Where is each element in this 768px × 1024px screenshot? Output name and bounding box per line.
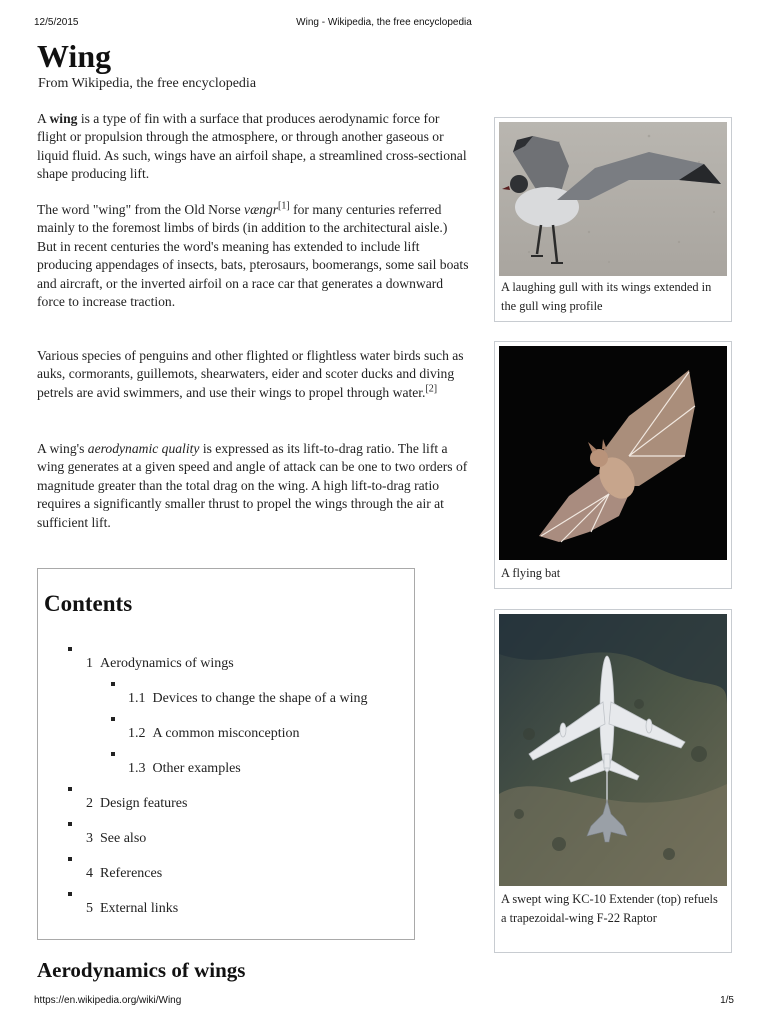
toc-item-1-1[interactable]: 1.1 Devices to change the shape of a wing: [128, 691, 368, 706]
bullet-icon: [111, 717, 115, 721]
print-url: https://en.wikipedia.org/wiki/Wing: [34, 995, 182, 1006]
p4-lead: A wing's: [37, 441, 88, 456]
bullet-icon: [68, 647, 72, 651]
intro-paragraph: [37, 110, 469, 184]
p1-lead: A: [37, 111, 50, 126]
gull-caption: A laughing gull with its wings extended in the gull wing profile: [501, 280, 712, 313]
toc-item-1[interactable]: 1 Aerodynamics of wings: [86, 656, 234, 671]
page-tagline: From Wikipedia, the free encyclopedia: [38, 76, 257, 91]
toc-item-5[interactable]: 5 External links: [86, 901, 179, 916]
toc-item-3[interactable]: 3 See also: [86, 831, 147, 846]
toc-item-2[interactable]: 2 Design features: [86, 796, 188, 811]
page-title: Wing: [37, 38, 112, 74]
bullet-icon: [68, 857, 72, 861]
aircraft-image[interactable]: [499, 614, 727, 886]
toc-item-1-2[interactable]: 1.2 A common misconception: [128, 726, 300, 741]
bullet-icon: [68, 822, 72, 826]
figure-gull: [494, 117, 732, 322]
toc-item-1-3[interactable]: 1.3 Other examples: [128, 761, 241, 776]
toc-item-4[interactable]: 4 References: [86, 866, 163, 881]
p3-text: Various species of penguins and other flighted or flightless water birds such as auks, cormorants, guillemots, shearwaters, eider and scoter ducks and diving petrels are avid swimmers, and use their wings to propel through water.: [37, 348, 464, 400]
etymology-paragraph: [37, 201, 469, 311]
p2-lead: The word "wing" from the Old Norse: [37, 202, 245, 217]
gull-image[interactable]: [499, 122, 727, 276]
figure-aircraft: [494, 609, 732, 953]
toc-title: Contents: [44, 591, 133, 616]
p1-rest: is a type of fin with a surface that produces aerodynamic force for flight or propulsion through the atmosphere, or through another gaseous or liquid fluid. As such, wings have an airfoil shape, a streamlined cross-sectional shape producing lift.: [37, 111, 467, 182]
print-page-number: 1/5: [720, 995, 734, 1006]
quality-paragraph: [37, 440, 469, 532]
section-heading-aerodynamics: Aerodynamics of wings: [37, 958, 246, 982]
bat-caption: A flying bat: [501, 566, 561, 580]
p2-rest: for many centuries referred mainly to the foremost limbs of birds (in addition to the architectural aisle.) But in recent centuries the word's meaning has extended to include lift producing appendages of insects, bats, pterosaurs, boomerangs, some sail boats and aircraft, or the inverted airfoil on a race car that generates a downward force to increase traction.: [37, 202, 469, 310]
bullet-icon: [111, 752, 115, 756]
figure-bat: [494, 341, 732, 589]
table-of-contents: [37, 568, 415, 940]
bullet-icon: [68, 892, 72, 896]
p4-italic-term: aerodynamic quality: [87, 441, 200, 456]
aircraft-caption: A swept wing KC-10 Extender (top) refuels a trapezoidal-wing F-22 Raptor: [501, 892, 718, 925]
citation-link-1[interactable]: [1]: [278, 200, 290, 212]
p4-rest: is expressed as its lift-to-drag ratio. The lift a wing generates at a given speed and angle of attack can be one to two orders of magnitude greater than the total drag on the wing. A high lift-to-drag ratio requires a significantly smaller thrust to propel the wings through the air at sufficient lift.: [37, 441, 468, 530]
p1-bold-term: wing: [49, 111, 78, 126]
p2-italic-term: vængr: [244, 202, 279, 217]
print-date: 12/5/2015: [34, 17, 79, 28]
print-page-title: Wing - Wikipedia, the free encyclopedia: [296, 17, 472, 28]
bullet-icon: [111, 682, 115, 686]
bat-image[interactable]: [499, 346, 727, 560]
citation-link-2[interactable]: [2]: [425, 383, 438, 395]
swimmers-paragraph: [37, 347, 469, 402]
bullet-icon: [68, 787, 72, 791]
